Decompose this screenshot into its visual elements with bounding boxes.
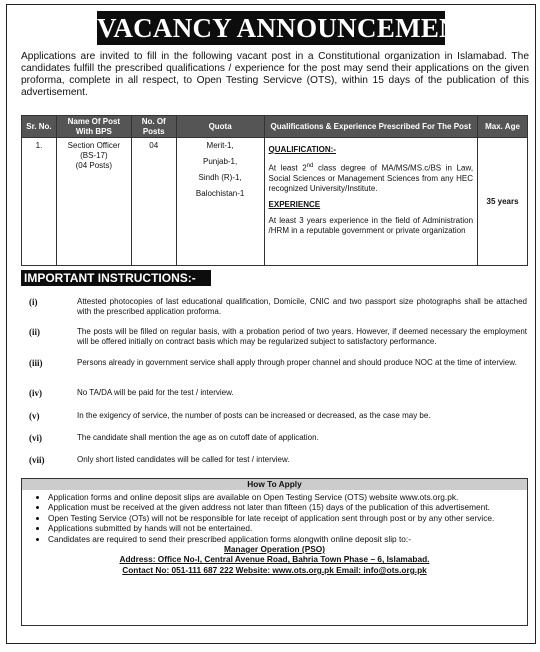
list-item: • Candidates are required to send their prescribed application forms alongwith online deposit slip to:- xyxy=(48,534,527,544)
list-item: • Application must be received at the given address not later than fifteen (15) days of the publication of this advertisement. xyxy=(48,502,527,512)
manager-title: Manager Operation (PSO) xyxy=(224,544,325,555)
how-to-apply-heading: How To Apply xyxy=(22,479,527,490)
post-name: Section Officer xyxy=(67,141,120,150)
qualification-heading: QUALIFICATION:- xyxy=(268,145,336,154)
vacancy-table xyxy=(21,115,528,266)
page-title: VACANCY ANNOUNCEMENT xyxy=(97,13,478,43)
how-to-apply-box xyxy=(21,478,528,626)
how-to-apply-list xyxy=(22,492,527,544)
post-count-note: (04 Posts) xyxy=(75,161,113,170)
cell-qualifications xyxy=(264,138,477,266)
contact-details: Contact No: 051-111 687 222 Website: www.ots.org.pk Email: info@ots.org.pk xyxy=(122,564,427,575)
qualification-text: At least 2nd class degree of MA/MS/MS.c/BS in Law, Social Sciences or Management Sciences from any HEC recognized University/Institute. xyxy=(268,163,474,193)
list-item: • Application forms and online deposit slips are available on Open Testing Service (OTS) website www.ots.org.pk. xyxy=(48,492,527,502)
experience-heading: EXPERIENCE xyxy=(268,199,321,209)
quota-item: Merit-1, xyxy=(206,141,234,150)
experience-text: At least 3 years experience in the field of Administration /HRM in a reputable government or private organization xyxy=(268,215,474,235)
intro-paragraph: Applications are invited to fill in the following vacant post in a Constitutional organization in Islamabad. The candidates fulfill the prescribed qualifications / experience for the post may send their applications on the given proforma, complete in all respect, to Open Testing Servicve (OTS), within 15 days of the publication of this advertisement. xyxy=(21,51,529,99)
cell-post-name xyxy=(56,138,131,266)
cell-quota xyxy=(176,138,264,266)
post-bps: (BS-17) xyxy=(80,151,108,160)
cell-no-of-posts: 04 xyxy=(131,138,176,266)
cell-sr-no: 1. xyxy=(22,138,57,266)
header-qualifications: Qualifications & Experience Prescribed For The Post xyxy=(264,116,477,138)
header-max-age: Max. Age xyxy=(478,116,528,138)
quota-item: Punjab-1, xyxy=(202,157,238,166)
instructions-heading: IMPORTANT INSTRUCTIONS:- xyxy=(21,270,211,286)
table-row xyxy=(22,138,528,266)
quota-item: Sindh (R)-1, xyxy=(198,173,242,182)
list-item: • Open Testing Service (OTs) will not be responsible for late receipt of application sent through post or by any other service. xyxy=(48,513,527,523)
table-header-row xyxy=(22,116,528,138)
quota-item: Balochistan-1 xyxy=(195,189,245,198)
postal-address: Address: Office No-I, Central Avenue Road, Bahria Town Phase – 6, Islamabad. xyxy=(119,554,430,565)
header-quota: Quota xyxy=(176,116,264,138)
header-sr-no: Sr. No. xyxy=(22,116,57,138)
header-post-name: Name Of Post With BPS xyxy=(56,116,131,138)
advertisement-page: VACANCY ANNOUNCEMENT Applications are invited to fill in the following vacant post in a Constitutional organization in Islamabad. The candidates fulfill the prescribed qualifications / experience for the post may send their applications on the given proforma, complete in all respect, to Open Testing Servicve (OTS), within 15 days of the publication of this advertisement. Sr. No. Name Of Post With BPS No. Of Posts Quota Qualifications & Experience Prescribed For The Post Max. Age 1. Section Officer (BS-17) (04 Posts) 04 Merit-1, Punjab-1, Sindh (R)-1, Balochistan-1 QUALIFICATION:- At least 2nd class degree of MA/MS/MS.c/BS in Law, Social Sciences or Management Sciences from any HEC recognized University/Institute. EXPERIENCE At least 3 years experience in the field of Administration /HRM in a reputable government or private organization 35 years IMPORTANT INSTRUCTIONS:- (i) Attested photocopies of last educational qualification, Domicile, CNIC and two passport size photographs shall be attached with the prescribed application proforma. (ii) The posts will be filled on regular basis, with a probation period of two years. However, if deemed necessary the employment will be offered initially on contract basis which may be regularized subject to satisfactory performance. (iii) Persons already in government service shall apply through proper channel and should produce NOC at the time of interview. (iv) No TA/DA will be paid for the test / interview. (v) In the exigency of service, the number of posts can be increased or decreased, as the case may be. (vi) The candidate shall mention the age as on cutoff date of application. (vii) Only short listed candidates will be called for test / interview. How To Apply • Application forms and online deposit slips are available on Open Testing Service (OTS) website www.ots.org.pk. • Application must be received at the given address not later than fifteen (15) days of the publication of this advertisement. • Open Testing Service (OTs) will not be responsible for late receipt of application sent through post or by any other service. • Applications submitted by hands will not be entertained. • Candidates are required to send their prescribed application forms alongwith online deposit slip to:- Manager Operation (PSO) Address: Office No-I, Central Avenue Road, Bahria Town Phase – 6, Islamabad. Contact No: 051-111 687 222 Website: www.ots.org.pk Email: info@ots.org.pk xyxy=(6,4,536,644)
cell-max-age: 35 years xyxy=(478,138,528,266)
header-no-of-posts: No. Of Posts xyxy=(131,116,176,138)
list-item: • Applications submitted by hands will not be entertained. xyxy=(48,523,527,533)
